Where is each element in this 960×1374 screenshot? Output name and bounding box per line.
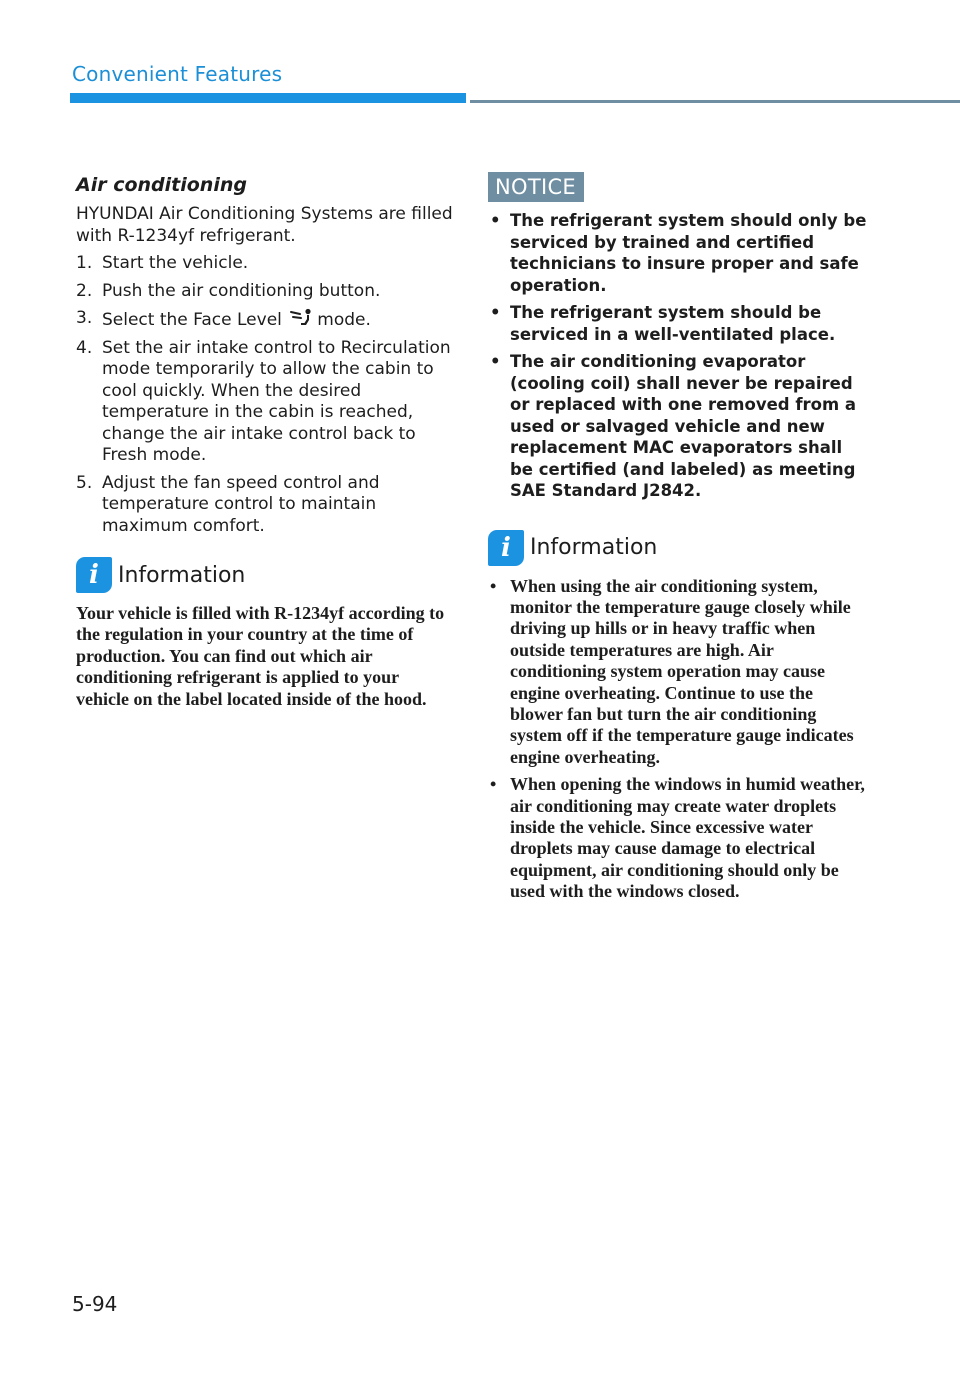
bullet: •: [490, 575, 497, 596]
information-title: Information: [118, 562, 246, 588]
information-list: [488, 576, 868, 903]
step-text: Start the vehicle.: [102, 253, 249, 273]
step-item: [76, 253, 456, 275]
notice-badge: NOTICE: [488, 172, 584, 202]
face-level-vent-icon: [289, 308, 315, 328]
information-item: [488, 774, 868, 902]
notice-text: The air conditioning evaporator (cooling coil) shall never be repaired or replaced with one removed from a used or salvaged vehicle and new replacement MAC evaporators shall be certified (and labeled) as meeting SAE Standard J2842.: [510, 352, 857, 500]
notice-list: [488, 210, 868, 502]
notice-item: [488, 351, 868, 502]
information-header: [488, 530, 868, 566]
information-item-text: When opening the windows in humid weather, air conditioning may create water droplets inside the vehicle. Since excessive water droplets may cause damage to electrical equipment, air conditioning should only be used with the windows closed.: [510, 774, 865, 902]
notice-item: [488, 210, 868, 296]
header-rule: [470, 100, 960, 103]
bullet: •: [490, 774, 497, 795]
step-text: Adjust the fan speed control and temperature control to maintain maximum comfort.: [102, 472, 380, 536]
section-heading: Air conditioning: [76, 174, 247, 196]
notice-text: The refrigerant system should only be serviced by trained and certified technicians to insure proper and safe operation.: [510, 211, 867, 295]
information-item-text: When using the air conditioning system, monitor the temperature gauge closely while driving up hills or in heavy traffic when outside temperatures are high. Air conditioning system operation may cause engine overheating. Continue to use the blower fan but turn the air conditioning system off if the temperature gauge indicates engine overheating.: [510, 575, 854, 767]
step-number: 1.: [76, 253, 93, 273]
step-item: [76, 281, 456, 303]
step-item: [76, 308, 456, 332]
bullet: •: [490, 303, 501, 322]
header-rule-accent: [70, 93, 466, 103]
page-number: 5-94: [72, 1292, 118, 1316]
information-box: [488, 530, 868, 903]
information-item: [488, 576, 868, 769]
notice-item: [488, 302, 868, 345]
intro-paragraph: HYUNDAI Air Conditioning Systems are filled with R-1234yf refrigerant.: [76, 204, 453, 246]
notice-text: The refrigerant system should be serviced in a well-ventilated place.: [510, 303, 836, 344]
information-text: Your vehicle is filled with R-1234yf according to the regulation in your country at the time of production. You can find out which air conditioning refrigerant is applied to your vehicle on the label located inside of the hood.: [76, 603, 445, 709]
information-box: [76, 557, 456, 710]
step-number: 4.: [76, 337, 93, 358]
information-header: [76, 557, 456, 593]
right-column: [488, 172, 868, 909]
chapter-title: Convenient Features: [72, 62, 283, 86]
step-text: Push the air conditioning button.: [102, 280, 381, 301]
bullet: •: [490, 352, 501, 371]
step-text: Set the air intake control to Recirculation mode temporarily to allow the cabin to cool quickly. When the desired temperature in the cabin is reached, change the air intake control back to Fresh mode.: [102, 337, 451, 465]
step-number: 2.: [76, 280, 93, 301]
left-column: [76, 174, 456, 710]
step-item: [76, 338, 456, 467]
bullet: •: [490, 211, 501, 230]
steps-list: [76, 253, 456, 537]
info-icon: i: [76, 557, 112, 593]
step-text-before: Select the Face Level: [102, 310, 282, 330]
info-icon: i: [488, 530, 524, 566]
step-text-after: mode.: [317, 310, 371, 330]
step-number: 5.: [76, 472, 93, 493]
step-number: 3.: [76, 308, 93, 328]
step-item: [76, 473, 456, 538]
information-title: Information: [530, 535, 658, 560]
